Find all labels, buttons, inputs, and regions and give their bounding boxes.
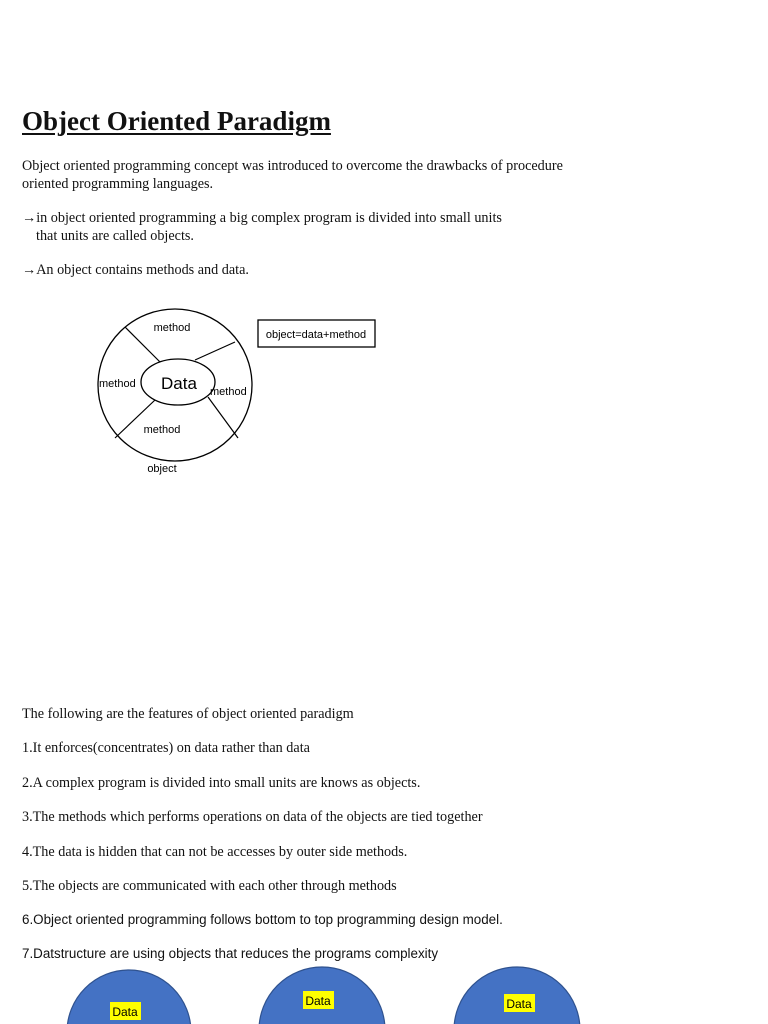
point-2: →An object contains methods and data. bbox=[22, 262, 249, 278]
point-1-line-2: that units are called objects. bbox=[36, 228, 194, 244]
feature-item: 7.Datstructure are using objects that reduces the programs complexity bbox=[22, 946, 439, 961]
features-heading: The following are the features of object oriented paradigm bbox=[22, 706, 354, 722]
feature-item: 5.The objects are communicated with each other through methods bbox=[22, 878, 397, 894]
circle-data-label: Data bbox=[305, 994, 331, 1008]
circle-data-label: Data bbox=[112, 1005, 138, 1019]
feature-item: 6.Object oriented programming follows bottom to top programming design model. bbox=[22, 912, 503, 927]
feature-item: 3.The methods which performs operations on data of the objects are tied together bbox=[22, 809, 483, 825]
feature-item: 2.A complex program is divided into small units are knows as objects. bbox=[22, 775, 421, 791]
formula-text: object=data+method bbox=[265, 329, 367, 341]
method-label-right: method bbox=[210, 386, 247, 398]
circle-data-label: Data bbox=[506, 997, 532, 1011]
point-1-line-1: →in object oriented programming a big complex program is divided into small units bbox=[22, 210, 502, 226]
object-caption: object bbox=[147, 463, 177, 475]
intro-line-1: Object oriented programming concept was introduced to overcome the drawbacks of procedure bbox=[22, 158, 563, 174]
method-label-left: method bbox=[99, 378, 136, 390]
page-title: Object Oriented Paradigm bbox=[22, 106, 331, 136]
feature-item: 4.The data is hidden that can not be accesses by outer side methods. bbox=[22, 844, 408, 860]
intro-line-2: oriented programming languages. bbox=[22, 176, 214, 192]
method-label-top: method bbox=[153, 322, 191, 334]
feature-item: 1.It enforces(concentrates) on data rather than data bbox=[22, 740, 310, 756]
method-label-bottom: method bbox=[143, 424, 181, 436]
data-label: Data bbox=[161, 374, 197, 393]
